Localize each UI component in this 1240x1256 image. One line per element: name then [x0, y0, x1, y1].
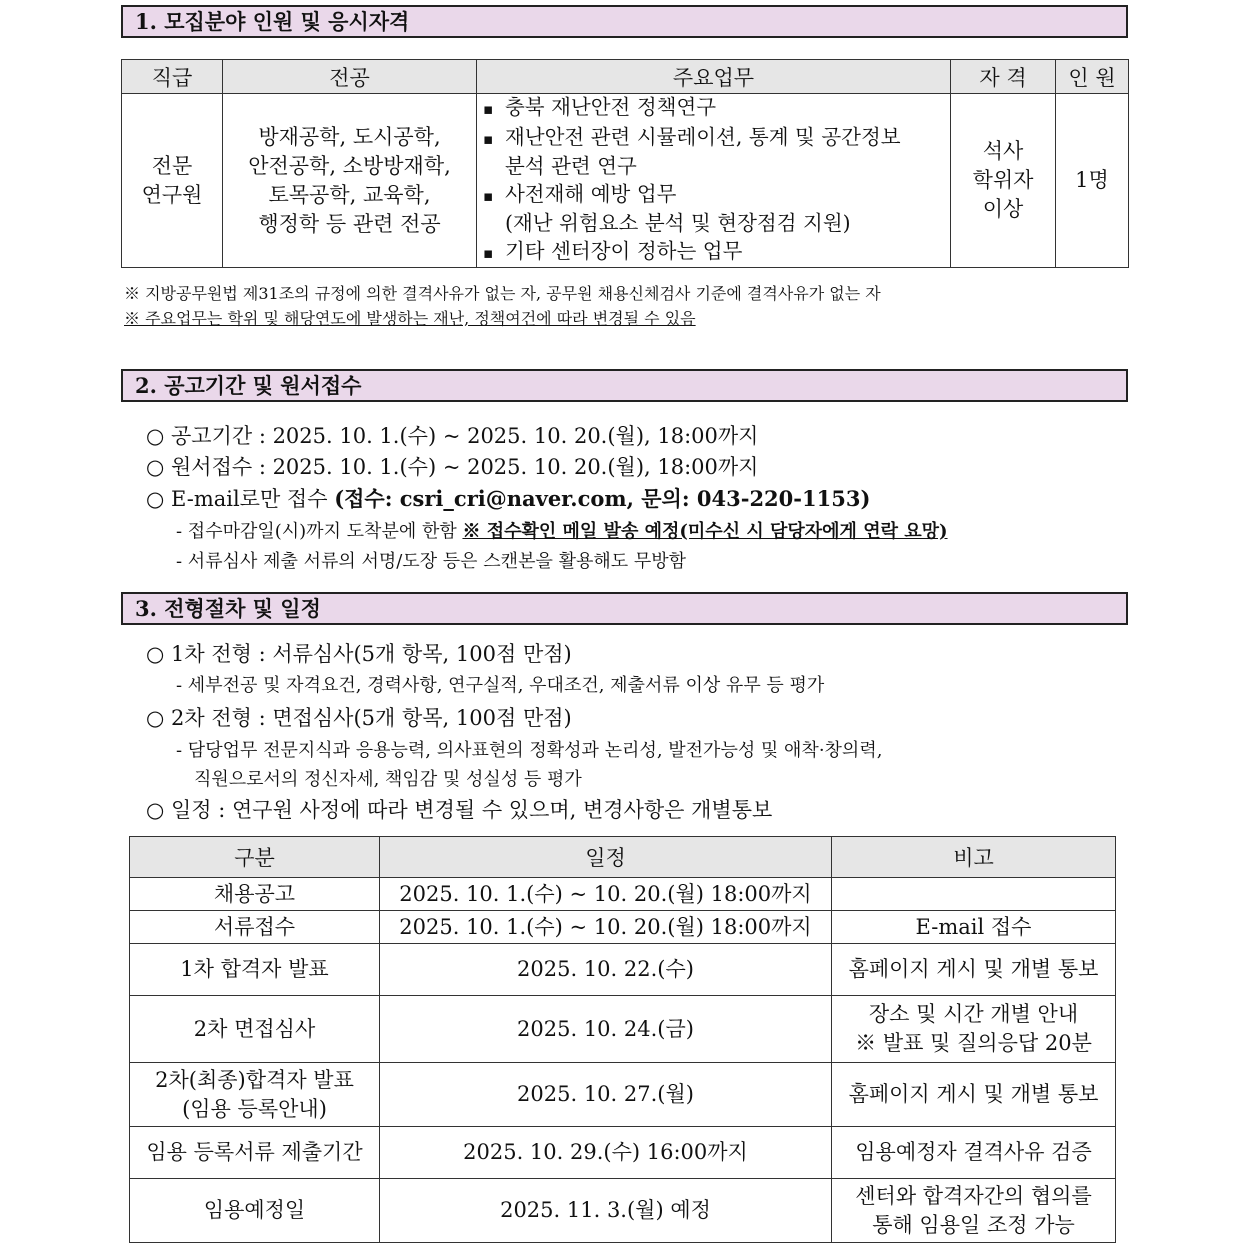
section-3-title: 3. 전형절차 및 일정: [121, 592, 1128, 625]
application-period: ○ 원서접수 : 2025. 10. 1.(수) ~ 2025. 10. 20.(월), 18:00까지: [146, 455, 759, 479]
cell-line: 2차(최종)합격자 발표: [155, 1067, 354, 1092]
schedule-category: [130, 911, 380, 944]
cell-line: 통해 임용일 조정 가능: [872, 1212, 1075, 1237]
duties-cell: [477, 94, 951, 268]
header-category: 구분: [130, 837, 380, 878]
schedule-note: ○ 일정 : 연구원 사정에 따라 변경될 수 있으며, 변경사항은 개별통보: [146, 798, 773, 822]
email-application: [146, 485, 870, 513]
schedule-remark: [832, 944, 1116, 996]
recruitment-table: [121, 59, 1129, 268]
header-duties: 주요업무: [477, 60, 951, 94]
schedule-category: [130, 878, 380, 911]
header-remarks: 비고: [832, 837, 1116, 878]
table-header-row: [122, 60, 1129, 94]
stage-1-detail: - 세부전공 및 자격요건, 경력사항, 연구실적, 우대조건, 제출서류 이상 유무 등 평가: [176, 675, 825, 696]
cell-line: 2025. 10. 27.(월): [517, 1082, 694, 1106]
schedule-date: [380, 996, 832, 1063]
stage-2-detail-a: - 담당업무 전문지식과 응용능력, 의사표현의 정확성과 논리성, 발전가능성 및 애착·창의력,: [176, 740, 883, 761]
note-1: ※ 지방공무원법 제31조의 규정에 의한 결격사유가 없는 자, 공무원 채용신체검사 기준에 결격사유가 없는 자: [124, 284, 881, 303]
cell-line: 장소 및 시간 개별 안내: [868, 1002, 1079, 1026]
schedule-remark: [832, 1127, 1116, 1179]
cell-line: 1차 합격자 발표: [180, 957, 329, 981]
table-row: [122, 94, 1129, 268]
cell-line: 센터와 합격자간의 협의를: [855, 1183, 1092, 1208]
cell-line: 2025. 10. 1.(수) ~ 10. 20.(월) 18:00까지: [399, 914, 812, 939]
cell-line: 2025. 11. 3.(월) 예정: [500, 1198, 711, 1222]
cell-line: 2025. 10. 22.(수): [517, 957, 694, 981]
cell-line: 홈페이지 게시 및 개별 통보: [848, 957, 1099, 981]
schedule-date: [380, 911, 832, 944]
deadline-note: [176, 520, 948, 544]
major-line: 안전공학, 소방방재학,: [248, 153, 451, 178]
schedule-row: [130, 996, 1116, 1063]
schedule-row: [130, 1179, 1116, 1243]
stage-2-detail-b: 직원으로서의 정신자세, 책임감 및 성실성 등 평가: [194, 769, 582, 790]
cell-line: ※ 발표 및 질의응답 20분: [855, 1031, 1092, 1055]
qual-line: 학위자: [972, 168, 1034, 192]
notice-period: ○ 공고기간 : 2025. 10. 1.(수) ~ 2025. 10. 20.(월), 18:00까지: [146, 424, 759, 448]
schedule-row: [130, 1127, 1116, 1179]
cell-line: 서류접수: [213, 914, 296, 939]
note-2: ※ 주요업무는 학위 및 해당연도에 발생하는 재난, 정책여건에 따라 변경될 수 있음: [124, 309, 696, 328]
email-label: ○ E-mail로만 접수: [146, 487, 335, 511]
cell-line: 2025. 10. 29.(수) 16:00까지: [463, 1140, 748, 1164]
header-schedule: 일정: [380, 837, 832, 878]
schedule-category: [130, 1127, 380, 1179]
cell-line: 2차 면접심사: [193, 1016, 316, 1041]
stage-1: ○ 1차 전형 : 서류심사(5개 항목, 100점 만점): [146, 642, 572, 666]
deadline-text: - 접수마감일(시)까지 도착분에 한함: [176, 521, 463, 542]
qual-line: 이상: [982, 197, 1024, 221]
section-2-title: 2. 공고기간 및 원서접수: [121, 369, 1128, 402]
schedule-header-row: [130, 837, 1116, 878]
rank-cell: [122, 94, 223, 268]
schedule-category: [130, 1063, 380, 1127]
cell-line: 채용공고: [213, 881, 296, 906]
schedule-category: [130, 944, 380, 996]
schedule-date: [380, 1063, 832, 1127]
rank-line: 전문: [151, 153, 193, 178]
cell-line: 2025. 10. 1.(수) ~ 10. 20.(월) 18:00까지: [399, 881, 812, 906]
schedule-row: [130, 1063, 1116, 1127]
schedule-table: [129, 836, 1116, 1243]
count-cell: 1명: [1056, 94, 1129, 268]
confirm-mail-note: ※ 접수확인 메일 발송 예정(미수신 시 담당자에게 연락 요망): [462, 521, 948, 542]
cell-line: 홈페이지 게시 및 개별 통보: [848, 1082, 1099, 1106]
major-cell: [223, 94, 477, 268]
schedule-remark: [832, 911, 1116, 944]
schedule-remark: [832, 1179, 1116, 1243]
stage-2: ○ 2차 전형 : 면접심사(5개 항목, 100점 만점): [146, 706, 572, 730]
schedule-category: [130, 1179, 380, 1243]
major-line: 토목공학, 교육학,: [268, 182, 431, 207]
schedule-date: [380, 944, 832, 996]
schedule-row: [130, 911, 1116, 944]
duty-item: ▪ 재난안전 관련 시뮬레이션, 통계 및 공간정보: [483, 124, 950, 154]
schedule-remark: [832, 878, 1116, 911]
major-line: 방재공학, 도시공학,: [258, 124, 441, 149]
cell-line: E-mail 접수: [915, 914, 1032, 939]
header-major: 전공: [223, 60, 477, 94]
header-count: 인 원: [1056, 60, 1129, 94]
duty-item: ▪ 충북 재난안전 정책연구: [483, 94, 950, 124]
duty-item: ▪ 사전재해 예방 업무: [483, 181, 950, 211]
scan-note: - 서류심사 제출 서류의 서명/도장 등은 스캔본을 활용해도 무방함: [176, 551, 687, 572]
duty-item: ▪ 기타 센터장이 정하는 업무: [483, 238, 950, 268]
rank-line: 연구원: [141, 182, 203, 207]
schedule-category: [130, 996, 380, 1063]
schedule-date: [380, 1127, 832, 1179]
schedule-date: [380, 1179, 832, 1243]
header-rank: 직급: [122, 60, 223, 94]
qual-line: 석사: [982, 139, 1024, 163]
cell-line: 임용예정자 결격사유 검증: [855, 1140, 1092, 1164]
header-qualification: 자 격: [951, 60, 1056, 94]
duty-item: (재난 위험요소 분석 및 현장점검 지원): [505, 211, 851, 235]
contact-info: (접수: csri_cri@naver.com, 문의: 043-220-1153): [334, 486, 871, 511]
duty-item: 분석 관련 연구: [505, 154, 637, 178]
schedule-date: [380, 878, 832, 911]
cell-line: 2025. 10. 24.(금): [517, 1016, 694, 1041]
cell-line: 임용예정일: [203, 1198, 306, 1222]
schedule-remark: [832, 996, 1116, 1063]
schedule-row: [130, 878, 1116, 911]
cell-line: 임용 등록서류 제출기간: [146, 1140, 363, 1164]
section-1-title: 1. 모집분야 인원 및 응시자격: [121, 5, 1128, 38]
cell-line: (임용 등록안내): [182, 1096, 327, 1121]
major-line: 행정학 등 관련 전공: [258, 211, 441, 236]
schedule-row: [130, 944, 1116, 996]
schedule-remark: [832, 1063, 1116, 1127]
qualification-cell: [951, 94, 1056, 268]
